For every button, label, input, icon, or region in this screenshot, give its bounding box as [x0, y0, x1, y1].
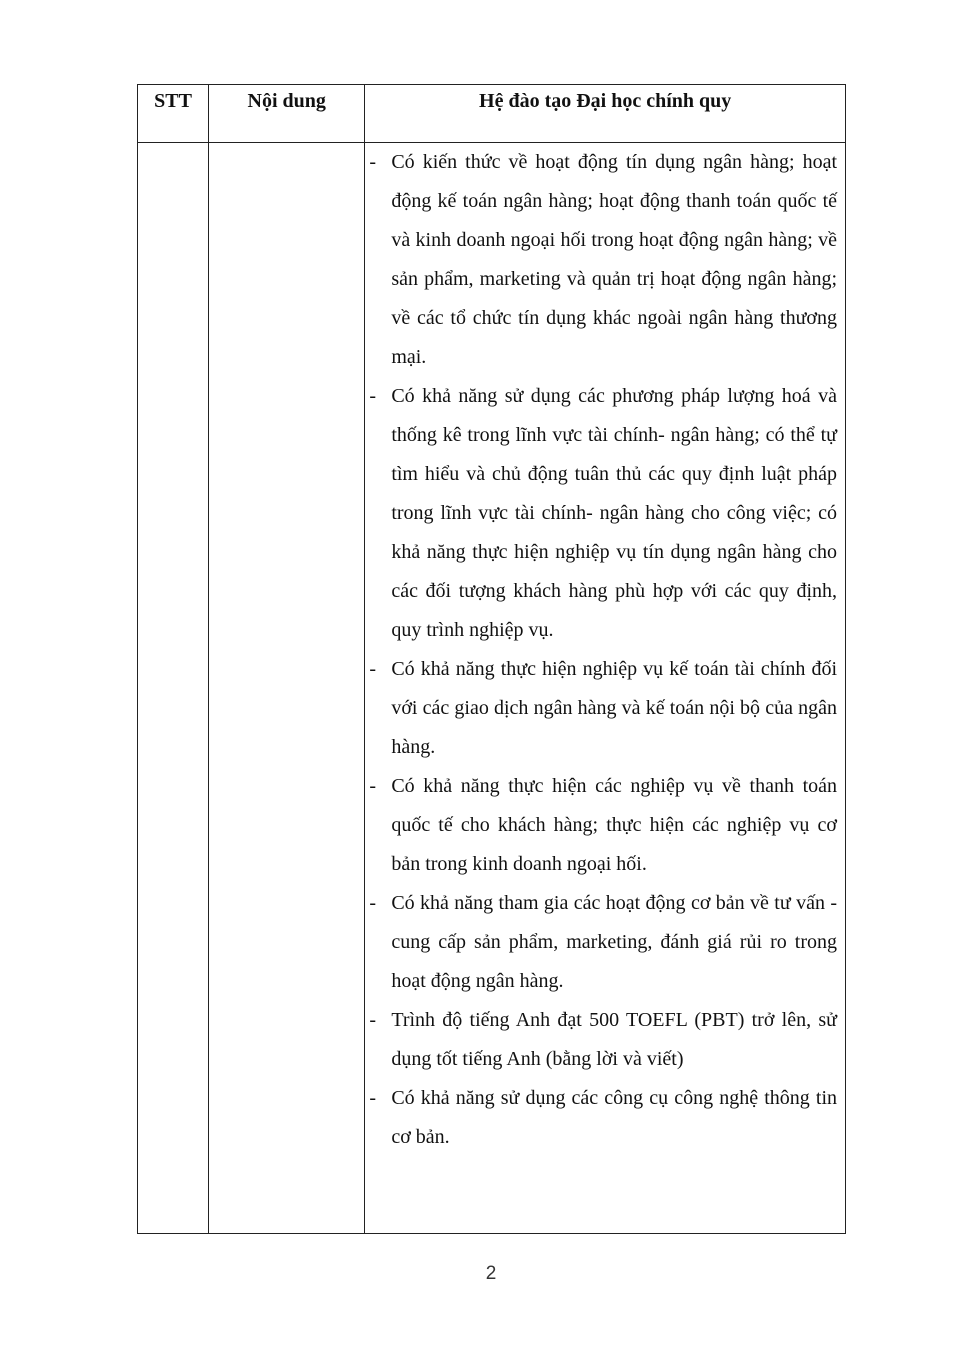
table-row	[138, 143, 846, 1234]
list-item-text: Có khả năng sử dụng các công cụ công nghệ thông tin cơ bản.	[391, 1087, 837, 1148]
list-item	[365, 1079, 837, 1157]
list-item	[365, 767, 837, 884]
list-item	[365, 377, 837, 650]
bullet-dash: -	[369, 775, 376, 797]
list-item	[365, 143, 837, 377]
outcomes-list	[365, 143, 845, 1157]
content-cell	[209, 143, 365, 1234]
header-content: Nội dung	[209, 85, 365, 143]
list-item-text: Có khả năng sử dụng các phương pháp lượng hoá và thống kê trong lĩnh vực tài chính- ngân hàng; có thể tự tìm hiểu và chủ động tuân thủ các quy định luật pháp trong lĩnh vực tài chính- ngân hàng cho công việc; có khả năng thực hiện nghiệp vụ tín dụng ngân hàng cho các đối tượng khách hàng phù hợp với các quy định, quy trình nghiệp vụ.	[391, 385, 837, 641]
program-cell	[365, 143, 846, 1234]
list-item-text: Có khả năng thực hiện nghiệp vụ kế toán tài chính đối với các giao dịch ngân hàng và kế toán nội bộ của ngân hàng.	[391, 658, 837, 758]
bullet-dash: -	[369, 892, 376, 914]
stt-cell	[138, 143, 209, 1234]
list-item-text: Trình độ tiếng Anh đạt 500 TOEFL (PBT) trở lên, sử dụng tốt tiếng Anh (bằng lời và viết)	[391, 1009, 837, 1070]
list-item	[365, 1001, 837, 1079]
list-item-text: Có khả năng thực hiện các nghiệp vụ về thanh toán quốc tế cho khách hàng; thực hiện các nghiệp vụ cơ bản trong kinh doanh ngoại hối.	[391, 775, 837, 875]
bullet-dash: -	[369, 1009, 376, 1031]
page-number: 2	[485, 1263, 497, 1284]
list-item	[365, 650, 837, 767]
bullet-dash: -	[369, 151, 376, 173]
list-item-text: Có kiến thức về hoạt động tín dụng ngân hàng; hoạt động kế toán ngân hàng; hoạt động thanh toán quốc tế và kinh doanh ngoại hối trong hoạt động ngân hàng; về sản phẩm, marketing và quản trị hoạt động ngân hàng; về các tổ chức tín dụng khác ngoài ngân hàng thương mại.	[391, 151, 837, 368]
curriculum-table	[137, 84, 846, 1234]
header-stt: STT	[138, 85, 209, 143]
bullet-dash: -	[369, 658, 376, 680]
bullet-dash: -	[369, 1087, 376, 1109]
table-header-row	[138, 85, 846, 143]
header-program: Hệ đào tạo Đại học chính quy	[365, 85, 846, 143]
list-item-text: Có khả năng tham gia các hoạt động cơ bản về tư vấn - cung cấp sản phẩm, marketing, đánh giá rủi ro trong hoạt động ngân hàng.	[391, 892, 837, 992]
bullet-dash: -	[369, 385, 376, 407]
list-item	[365, 884, 837, 1001]
